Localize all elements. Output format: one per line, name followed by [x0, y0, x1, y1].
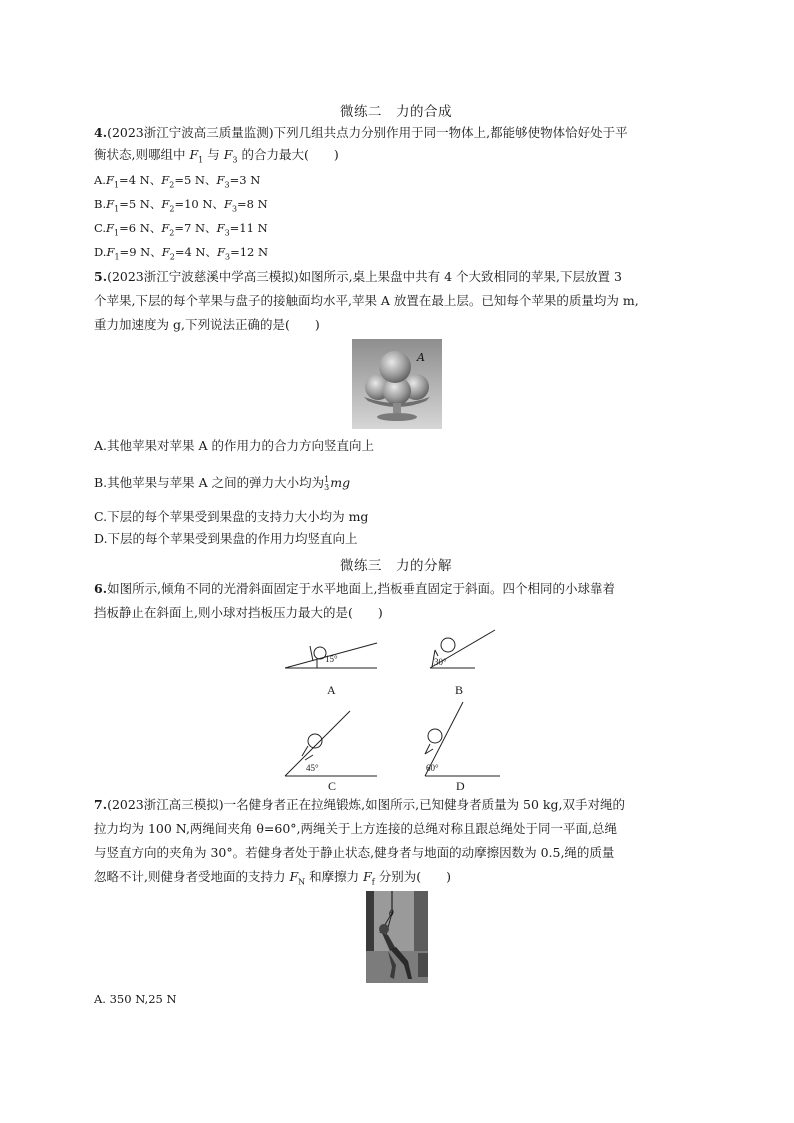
option-f1: 4 N — [128, 173, 150, 187]
q6-line2: 挡板静止在斜面上,则小球对挡板压力最大的是( ) — [94, 605, 383, 620]
frac-num: 1 — [324, 474, 330, 484]
q4-text-2b: 与 — [203, 147, 224, 162]
option-label: A. — [94, 173, 106, 187]
fig-d-angle: 60° — [426, 763, 439, 773]
q7-line4 — [94, 868, 451, 892]
option-label: C. — [94, 221, 107, 235]
fitness-illustration — [366, 891, 428, 983]
fig-b-ball — [441, 638, 455, 652]
q7-fn-sub: N — [298, 877, 306, 887]
q5-option-c[interactable]: C.下层的每个苹果受到果盘的支持力大小均为 mg — [94, 509, 369, 524]
fig-a-caption[interactable]: A — [327, 683, 336, 697]
option-f3: 12 N — [239, 245, 269, 259]
theta-label: θ — [389, 909, 394, 918]
fig-a-baffle — [310, 646, 313, 661]
option-f1: 6 N — [128, 221, 150, 235]
option-f1: 5 N — [128, 197, 150, 211]
apple-bowl-photo — [352, 339, 442, 429]
q5-text-1: (2023浙江宁波慈溪中学高三模拟)如图所示,桌上果盘中共有 4 个大致相同的苹果,下层放置 3 — [107, 269, 622, 284]
q5-line3: 重力加速度为 g,下列说法正确的是( ) — [94, 317, 320, 332]
q4-line2 — [94, 146, 339, 170]
section-title-decomposition: 微练三 力的分解 — [340, 558, 452, 574]
q4-option-c[interactable]: $C.F_1=6$ N、$F_2=7$ N、$F_3=11$ N — [94, 221, 268, 238]
q7-ff-sub: f — [371, 877, 375, 887]
option-f3: 11 N — [239, 221, 268, 235]
option-f2: 7 N — [184, 221, 206, 235]
q5-option-b[interactable] — [94, 474, 350, 492]
q4-line1 — [94, 124, 628, 142]
q7-option-a[interactable]: A. 350 N,25 N — [94, 992, 177, 1006]
fig-c-angle: 45° — [306, 763, 319, 773]
q5-line2: 个苹果,下层的每个苹果与盘子的接触面均水平,苹果 A 放置在最上层。已知每个苹果的质量均为 m, — [94, 293, 639, 308]
q5-number: 5. — [94, 269, 108, 284]
option-f2: 4 N — [184, 245, 206, 259]
one-third-fraction — [324, 476, 329, 492]
option-label: B. — [94, 197, 107, 211]
q4-option-d[interactable]: $D.F_1=9$ N、$F_2=4$ N、$F_3=12$ N — [94, 245, 269, 262]
q4-text-2a: 衡状态,则哪组中 — [94, 147, 190, 162]
option-label: D. — [94, 245, 107, 259]
option-f1: 9 N — [129, 245, 151, 259]
q5-line1 — [94, 268, 622, 286]
option-f2: 10 N — [184, 197, 213, 211]
fig-d-caption[interactable]: D — [456, 779, 465, 793]
q7-ff-symbol: F — [363, 869, 372, 884]
option-f3: 8 N — [246, 197, 268, 211]
q5-option-d[interactable]: D.下层的每个苹果受到果盘的作用力均竖直向上 — [94, 531, 358, 546]
q7-line2: 拉力均为 100 N,两绳间夹角 θ=60°,两绳关于上方连接的总绳对称且跟总绳处于同一平面,总绳 — [94, 821, 617, 836]
q4-text-1: (2023浙江宁波高三质量监测)下列几组共点力分别作用于同一物体上,都能够使物体恰好处于平 — [107, 125, 628, 140]
q7-text-4b: 和摩擦力 — [305, 869, 364, 884]
q4-f3-sub: 3 — [232, 155, 238, 165]
q4-f1-symbol: F — [189, 147, 199, 162]
q5-optb-text: B.其他苹果与苹果 A 之间的弹力大小均为 — [94, 475, 325, 490]
apple-bowl-illustration — [352, 339, 442, 429]
apple-a-label: A — [417, 351, 425, 364]
option-f3: 3 N — [239, 173, 261, 187]
fitness-photo — [366, 891, 428, 983]
q4-option-b[interactable]: $B.F_1=5$ N、$F_2=10$ N、$F_3=8$ N — [94, 197, 268, 214]
q6-line1 — [94, 580, 615, 598]
fig-a-angle: 15° — [325, 654, 338, 664]
q4-text-2c: 的合力最大( ) — [237, 147, 339, 162]
q4-number: 4. — [94, 125, 108, 140]
q7-text-1: (2023浙江高三模拟)一名健身者正在拉绳锻炼,如图所示,已知健身者质量为 50 kg,双手对绳的 — [107, 797, 625, 812]
fig-b-caption[interactable]: B — [455, 683, 464, 697]
q7-number: 7. — [94, 797, 108, 812]
option-f2: 5 N — [183, 173, 205, 187]
q7-line3: 与竖直方向的夹角为 30°。若健身者处于静止状态,健身者与地面的动摩擦因数为 0.5,绳的质量 — [94, 845, 615, 860]
q6-text-1: 如图所示,倾角不同的光滑斜面固定于水平地面上,挡板垂直固定于斜面。四个相同的小球靠着 — [107, 581, 616, 596]
q6-number: 6. — [94, 581, 108, 596]
q5-option-a[interactable]: A.其他苹果对苹果 A 的作用力的合力方向竖直向上 — [94, 438, 374, 453]
q7-text-4c: 分别为( ) — [374, 869, 451, 884]
section-title-composition: 微练二 力的合成 — [340, 104, 452, 120]
q4-f1-sub: 1 — [198, 155, 204, 165]
q4-f3-symbol: F — [223, 147, 233, 162]
frac-den: 3 — [324, 482, 330, 492]
q5-optb-mg: mg — [330, 475, 351, 490]
fig-d-ball — [428, 729, 442, 743]
q7-text-4a: 忽略不计,则健身者受地面的支持力 — [94, 869, 290, 884]
q4-option-a[interactable]: $A.F_1=4$ N、$F_2=5$ N、$F_3=3$ N — [94, 173, 261, 190]
fig-c-caption[interactable]: C — [328, 779, 337, 793]
q7-fn-symbol: F — [289, 869, 299, 884]
q7-line1 — [94, 796, 625, 814]
fig-b-angle: 30° — [434, 657, 447, 667]
